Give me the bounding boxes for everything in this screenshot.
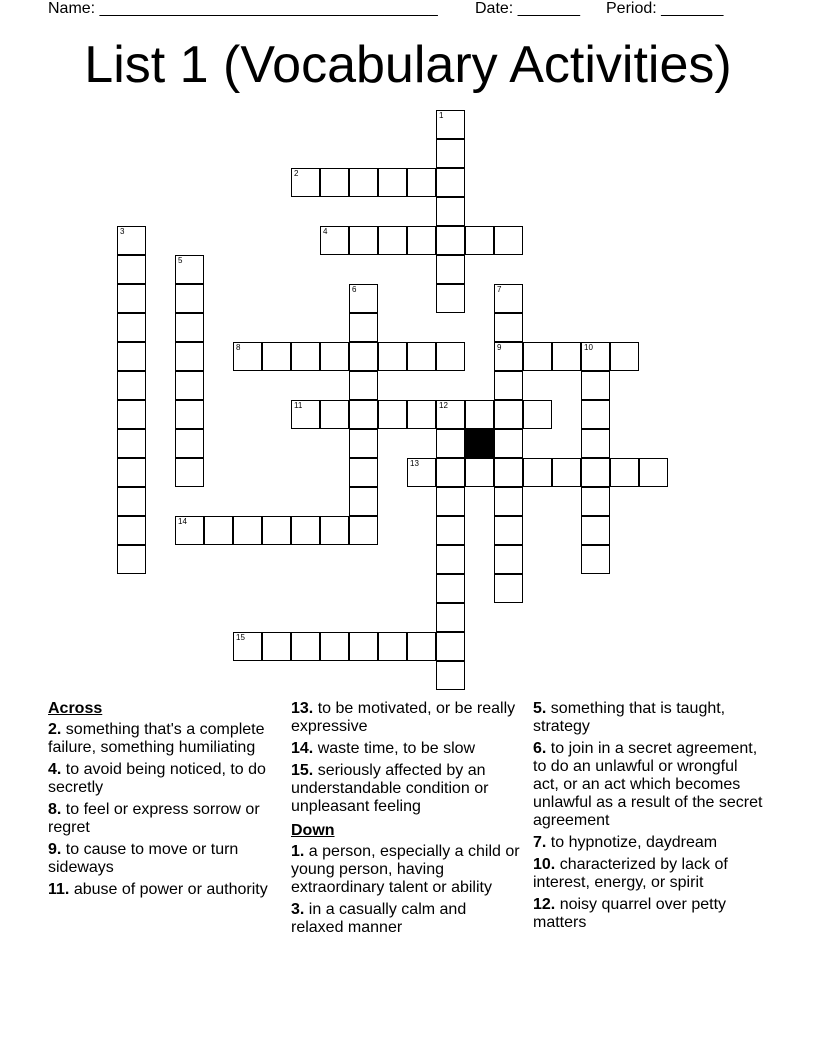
grid-cell[interactable]	[175, 371, 204, 400]
grid-cell[interactable]	[494, 371, 523, 400]
grid-cell[interactable]	[117, 429, 146, 458]
grid-cell[interactable]	[175, 429, 204, 458]
grid-cell[interactable]	[291, 632, 320, 661]
clue-number: 13.	[291, 700, 314, 717]
grid-cell[interactable]	[378, 400, 407, 429]
clue-column-2	[291, 700, 523, 941]
grid-cell[interactable]	[175, 313, 204, 342]
clue-number: 3.	[291, 901, 305, 918]
clue-text: a person, especially a child or young person, having extraordinary talent or ability	[291, 843, 520, 896]
grid-cell[interactable]	[407, 168, 436, 197]
clue-text: noisy quarrel over petty matters	[533, 896, 727, 931]
grid-cell[interactable]	[175, 342, 204, 371]
cell-number: 6	[352, 285, 357, 294]
cell-number: 10	[584, 343, 593, 352]
grid-cell[interactable]	[117, 487, 146, 516]
cell-number: 9	[497, 343, 502, 352]
grid-cell[interactable]	[320, 342, 349, 371]
clue-down-1	[291, 843, 523, 897]
grid-cell[interactable]	[291, 516, 320, 545]
grid-cell[interactable]	[117, 400, 146, 429]
grid-cell[interactable]	[349, 284, 378, 313]
name-field[interactable]: Name: ______________________________________	[48, 0, 438, 17]
cell-number: 8	[236, 343, 241, 352]
grid-cell[interactable]	[117, 226, 146, 255]
down-heading: Down	[291, 822, 335, 839]
grid-cell[interactable]	[494, 400, 523, 429]
grid-cell[interactable]	[581, 516, 610, 545]
clue-across-9	[48, 841, 280, 877]
grid-cell[interactable]	[552, 342, 581, 371]
clue-number: 4.	[48, 761, 62, 778]
grid-cell[interactable]	[436, 574, 465, 603]
grid-cell[interactable]	[262, 342, 291, 371]
grid-cell[interactable]	[320, 168, 349, 197]
grid-cell[interactable]	[610, 458, 639, 487]
cell-number: 7	[497, 285, 502, 294]
clue-column-3	[533, 700, 765, 936]
grid-cell[interactable]	[436, 139, 465, 168]
grid-cell[interactable]	[320, 400, 349, 429]
grid-cell[interactable]	[175, 458, 204, 487]
grid-cell[interactable]	[581, 429, 610, 458]
grid-cell[interactable]	[175, 516, 204, 545]
clue-across-2	[48, 721, 280, 757]
grid-cell[interactable]	[436, 168, 465, 197]
clue-number: 5.	[533, 700, 547, 717]
clue-number: 10.	[533, 856, 556, 873]
grid-cell[interactable]	[436, 487, 465, 516]
grid-cell[interactable]	[436, 661, 465, 690]
grid-cell[interactable]	[436, 603, 465, 632]
grid-cell[interactable]	[523, 400, 552, 429]
cell-number: 13	[410, 459, 419, 468]
clue-across-13	[291, 700, 523, 736]
grid-cell[interactable]	[262, 632, 291, 661]
grid-cell[interactable]	[291, 342, 320, 371]
clue-text: abuse of power or authority	[73, 881, 268, 898]
grid-cell[interactable]	[407, 226, 436, 255]
grid-cell[interactable]	[494, 342, 523, 371]
grid-cell[interactable]	[320, 516, 349, 545]
cell-number: 4	[323, 227, 328, 236]
clue-across-15	[291, 762, 523, 816]
grid-cell[interactable]	[349, 342, 378, 371]
clue-text: characterized by lack of interest, energy, or spirit	[533, 856, 728, 891]
period-field[interactable]: Period: _______	[606, 0, 724, 17]
grid-cell[interactable]	[349, 516, 378, 545]
clue-number: 9.	[48, 841, 62, 858]
grid-cell[interactable]	[349, 400, 378, 429]
grid-cell[interactable]	[436, 429, 465, 458]
clue-down-5	[533, 700, 765, 736]
grid-cell[interactable]	[494, 574, 523, 603]
grid-cell[interactable]	[436, 516, 465, 545]
black-cell	[465, 429, 494, 458]
grid-cell[interactable]	[349, 429, 378, 458]
grid-cell[interactable]	[378, 342, 407, 371]
grid-cell[interactable]	[436, 110, 465, 139]
cell-number: 3	[120, 227, 125, 236]
grid-cell[interactable]	[117, 313, 146, 342]
date-field[interactable]: Date: _______	[475, 0, 580, 17]
cell-number: 15	[236, 633, 245, 642]
across-heading: Across	[48, 700, 103, 717]
grid-cell[interactable]	[117, 458, 146, 487]
grid-cell[interactable]	[581, 458, 610, 487]
grid-cell[interactable]	[465, 400, 494, 429]
grid-cell[interactable]	[581, 400, 610, 429]
grid-cell[interactable]	[407, 458, 436, 487]
grid-cell[interactable]	[523, 342, 552, 371]
grid-cell[interactable]	[494, 516, 523, 545]
clue-across-4	[48, 761, 280, 797]
grid-cell[interactable]	[291, 168, 320, 197]
grid-cell[interactable]	[233, 342, 262, 371]
grid-cell[interactable]	[175, 255, 204, 284]
cell-number: 11	[294, 401, 303, 410]
grid-cell[interactable]	[117, 284, 146, 313]
clue-number: 7.	[533, 834, 547, 851]
clue-down-12	[533, 896, 765, 932]
grid-cell[interactable]	[117, 255, 146, 284]
clue-number: 1.	[291, 843, 305, 860]
grid-cell[interactable]	[581, 342, 610, 371]
clue-across-8	[48, 801, 280, 837]
clue-down-7	[533, 834, 765, 852]
grid-cell[interactable]	[407, 400, 436, 429]
grid-cell[interactable]	[465, 226, 494, 255]
cell-number: 2	[294, 169, 299, 178]
grid-cell[interactable]	[436, 226, 465, 255]
grid-cell[interactable]	[436, 632, 465, 661]
cell-number: 1	[439, 111, 444, 120]
clue-number: 15.	[291, 762, 314, 779]
grid-cell[interactable]	[436, 458, 465, 487]
clue-text: something that is taught, strategy	[533, 700, 726, 735]
grid-cell[interactable]	[581, 487, 610, 516]
grid-cell[interactable]	[262, 516, 291, 545]
grid-cell[interactable]	[349, 168, 378, 197]
grid-cell[interactable]	[320, 632, 349, 661]
grid-cell[interactable]	[494, 458, 523, 487]
grid-cell[interactable]	[581, 545, 610, 574]
page-title: List 1 (Vocabulary Activities)	[84, 36, 732, 94]
grid-cell[interactable]	[494, 226, 523, 255]
clue-number: 8.	[48, 801, 62, 818]
clue-text: to avoid being noticed, to do secretly	[48, 761, 266, 796]
grid-cell[interactable]	[175, 284, 204, 313]
clue-number: 11.	[48, 881, 70, 898]
grid-cell[interactable]	[494, 284, 523, 313]
grid-cell[interactable]	[117, 545, 146, 574]
grid-cell[interactable]	[436, 400, 465, 429]
clue-text: to cause to move or turn sideways	[48, 841, 239, 876]
grid-cell[interactable]	[349, 458, 378, 487]
grid-cell[interactable]	[349, 313, 378, 342]
grid-cell[interactable]	[320, 226, 349, 255]
clue-text: to join in a secret agreement, to do an unlawful or wrongful act, or an act which becomes unlawful as a result of the secret agreement	[533, 740, 763, 829]
grid-cell[interactable]	[407, 342, 436, 371]
cell-number: 12	[439, 401, 448, 410]
grid-cell[interactable]	[378, 168, 407, 197]
grid-cell[interactable]	[436, 342, 465, 371]
clue-down-3	[291, 901, 523, 937]
clue-number: 14.	[291, 740, 314, 757]
clue-number: 12.	[533, 896, 556, 913]
grid-cell[interactable]	[436, 284, 465, 313]
clue-number: 6.	[533, 740, 547, 757]
cell-number: 5	[178, 256, 183, 265]
clue-text: in a casually calm and relaxed manner	[291, 901, 467, 936]
clue-column-1	[48, 700, 280, 903]
grid-cell[interactable]	[349, 371, 378, 400]
grid-cell[interactable]	[436, 197, 465, 226]
grid-cell[interactable]	[378, 226, 407, 255]
clue-text: to feel or express sorrow or regret	[48, 801, 260, 836]
clue-text: waste time, to be slow	[317, 740, 476, 757]
clue-number: 2.	[48, 721, 62, 738]
clue-down-6	[533, 740, 765, 830]
grid-cell[interactable]	[436, 545, 465, 574]
grid-cell[interactable]	[233, 632, 262, 661]
grid-cell[interactable]	[204, 516, 233, 545]
clue-text: something that's a complete failure, something humiliating	[48, 721, 265, 756]
grid-cell[interactable]	[117, 371, 146, 400]
clue-text: seriously affected by an understandable condition or unpleasant feeling	[291, 762, 489, 815]
grid-cell[interactable]	[494, 429, 523, 458]
grid-cell[interactable]	[349, 632, 378, 661]
grid-cell[interactable]	[523, 458, 552, 487]
grid-cell[interactable]	[407, 632, 436, 661]
grid-cell[interactable]	[610, 342, 639, 371]
grid-cell[interactable]	[436, 255, 465, 284]
grid-cell[interactable]	[494, 313, 523, 342]
grid-cell[interactable]	[639, 458, 668, 487]
clue-text: to hypnotize, daydream	[550, 834, 718, 851]
grid-cell[interactable]	[581, 371, 610, 400]
grid-cell[interactable]	[291, 400, 320, 429]
grid-cell[interactable]	[117, 342, 146, 371]
grid-cell[interactable]	[494, 487, 523, 516]
grid-cell[interactable]	[552, 458, 581, 487]
cell-number: 14	[178, 517, 187, 526]
clue-across-14	[291, 740, 523, 758]
grid-cell[interactable]	[378, 632, 407, 661]
grid-cell[interactable]	[349, 487, 378, 516]
grid-cell[interactable]	[494, 545, 523, 574]
grid-cell[interactable]	[233, 516, 262, 545]
grid-cell[interactable]	[117, 516, 146, 545]
clue-text: to be motivated, or be really expressive	[291, 700, 516, 735]
grid-cell[interactable]	[349, 226, 378, 255]
clue-down-10	[533, 856, 765, 892]
grid-cell[interactable]	[175, 400, 204, 429]
clue-across-11	[48, 881, 280, 899]
grid-cell[interactable]	[465, 458, 494, 487]
